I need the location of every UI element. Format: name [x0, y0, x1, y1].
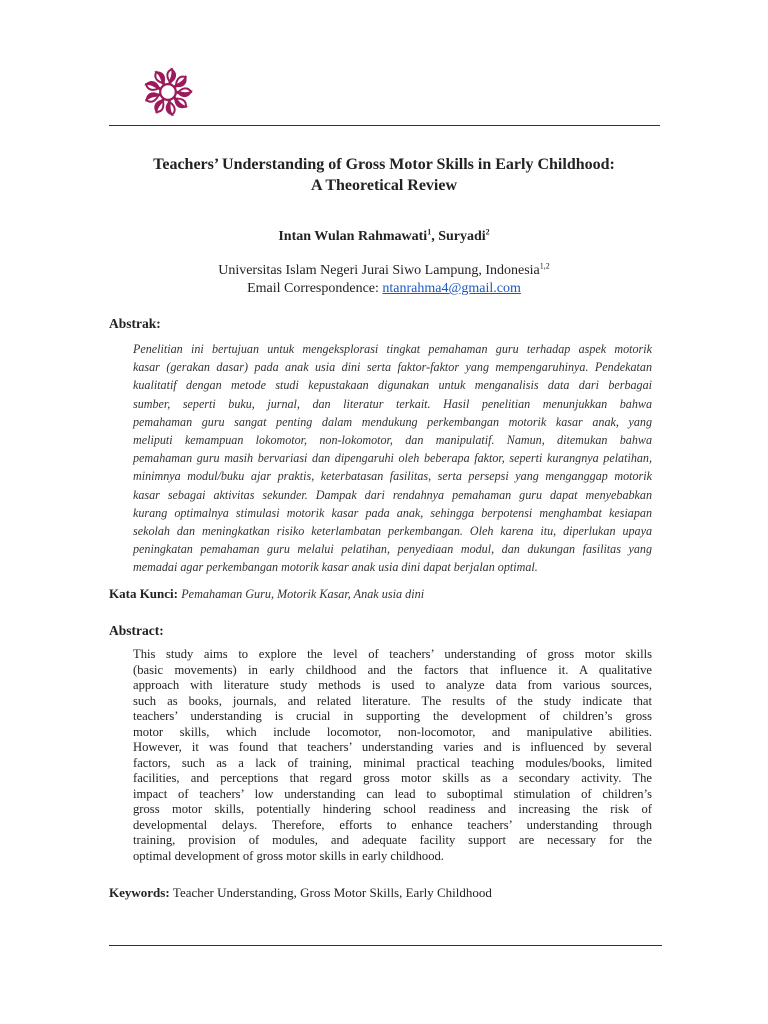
- abstrak-body: [133, 340, 652, 577]
- title-line-2: A Theoretical Review: [310, 177, 458, 194]
- institution-affiliation-mark: 1,2: [539, 261, 550, 271]
- abstract-line: motor skills, which include locomotor, non-locomotor, and manipulative abilities.: [133, 724, 652, 739]
- abstract-heading: Abstract:: [109, 623, 164, 638]
- abstract-line: pemahaman guru masih bervariasi dan dipengaruhi oleh beberapa faktor, seperti kurangnya pelatihan,: [133, 451, 652, 466]
- header-divider: [109, 125, 660, 126]
- abstract-line: teachers’ understanding is crucial in supporting the development of children’s gross: [133, 709, 652, 723]
- abstract-line: This study aims to explore the level of teachers’ understanding of gross motor skills: [133, 647, 652, 661]
- abstract-line: pemahaman guru sangat penting dalam mendukung perkembangan motorik kasar anak, yang: [133, 414, 652, 429]
- abstract-line: training, provision of modules, and adequate facility support are necessary for the: [133, 833, 652, 847]
- abstract-line: optimal development of gross motor skills in early childhood.: [133, 848, 444, 863]
- abstract-line: meliputi kemampuan lokomotor, non-lokomotor, dan manipulatif. Namun, ditemukan bahwa: [133, 433, 652, 448]
- paper-title: [0, 154, 768, 196]
- abstract-line: facilities, and perceptions that regard gross motor skills as a secondary activity. The: [133, 771, 652, 785]
- abstrak-heading: Abstrak:: [109, 316, 161, 331]
- affiliation-line: [0, 262, 768, 280]
- abstract-line: kurang optimalnya stimulasi motorik kasar pada anak, sehingga berpotensi menghambat kesiapan: [133, 505, 652, 520]
- abstract-line: impact of teachers’ low understanding can lead to suboptimal stimulation of children’s: [133, 786, 652, 801]
- abstract-line: factors, such as a lack of training, minimal practical teaching modules/books, limited: [133, 755, 652, 770]
- abstract-line: gross motor skills, potentially hindering school readiness and increasing the risk of: [133, 802, 652, 816]
- abstract-line: kasar (gerakan dasar) pada anak usia dini serta faktor-faktor yang mempengaruhinya. Pendekatan: [133, 360, 652, 375]
- keywords-values: Teacher Understanding, Gross Motor Skills, Early Childhood: [172, 885, 492, 900]
- author-separator: ,: [431, 229, 439, 244]
- kata-kunci-values: Pemahaman Guru, Motorik Kasar, Anak usia dini: [181, 587, 425, 601]
- institution-name: Universitas Islam Negeri Jurai Siwo Lampung, Indonesia: [218, 263, 540, 278]
- abstract-line: (basic movements) in early childhood and the factors that influence it. A qualitative: [133, 662, 652, 677]
- keywords-label: Keywords:: [109, 885, 173, 900]
- kata-kunci-line: [109, 585, 424, 603]
- abstract-line: approach with literature study methods is used to analyze data from various sources,: [133, 678, 652, 692]
- abstract-line: peningkatan pemahaman guru melalui pelatihan, penyediaan modul, dan dukungan fasilitas yang: [133, 542, 652, 557]
- abstract-line: sumber, seperti buku, jurnal, dan literatur terkait. Hasil penelitian menunjukkan bahwa: [133, 396, 652, 411]
- abstract-line: sekolah dan meningkatkan risiko keterlambatan perkembangan. Oleh karena itu, diperlukan upaya: [133, 524, 652, 539]
- kata-kunci-label: Kata Kunci:: [109, 586, 182, 601]
- author-name: Suryadi: [438, 229, 486, 244]
- abstract-body: [133, 647, 652, 864]
- abstract-line: Penelitian ini bertujuan untuk mengeksplorasi tingkat pemahaman guru terhadap aspek motorik: [133, 342, 652, 356]
- email-label: Email Correspondence:: [247, 281, 383, 296]
- author-affiliation-mark: 2: [485, 227, 490, 237]
- keywords-line: [109, 884, 492, 901]
- abstract-line: minimnya modul/buku ajar praktis, keterbatasan fasilitas, serta persepsi yang menganggap motorik: [133, 469, 652, 484]
- footer-divider: [109, 945, 662, 946]
- abstract-line: memadai agar perkembangan motorik kasar anak usia dini dapat berjalan optimal.: [133, 560, 538, 575]
- abstract-line: kualitatif dengan metode studi kepustakaan digunakan untuk menganalisis data dari berbagai: [133, 378, 652, 393]
- author-name: Intan Wulan Rahmawati: [278, 229, 428, 244]
- rosette-logo-icon: [140, 64, 196, 120]
- email-line: [0, 280, 768, 298]
- author-list: [0, 228, 768, 246]
- abstract-line: developmental delays. Therefore, efforts to enhance teachers’ understanding through: [133, 817, 652, 832]
- author-affiliation-mark: 1: [427, 227, 432, 237]
- affiliation-block: [0, 262, 768, 298]
- abstract-line: such as books, journals, and related literature. The results of the study indicate that: [133, 693, 652, 708]
- email-link[interactable]: ntanrahma4@gmail.com: [382, 281, 521, 296]
- abstract-line: However, it was found that teachers’ understanding varies and is influenced by several: [133, 740, 652, 754]
- abstract-line: kasar sebagai aktivitas sekunder. Dampak dari rendahnya pemahaman guru dapat menyebabkan: [133, 487, 652, 502]
- title-line-1: Teachers’ Understanding of Gross Motor Skills in Early Childhood:: [153, 156, 615, 173]
